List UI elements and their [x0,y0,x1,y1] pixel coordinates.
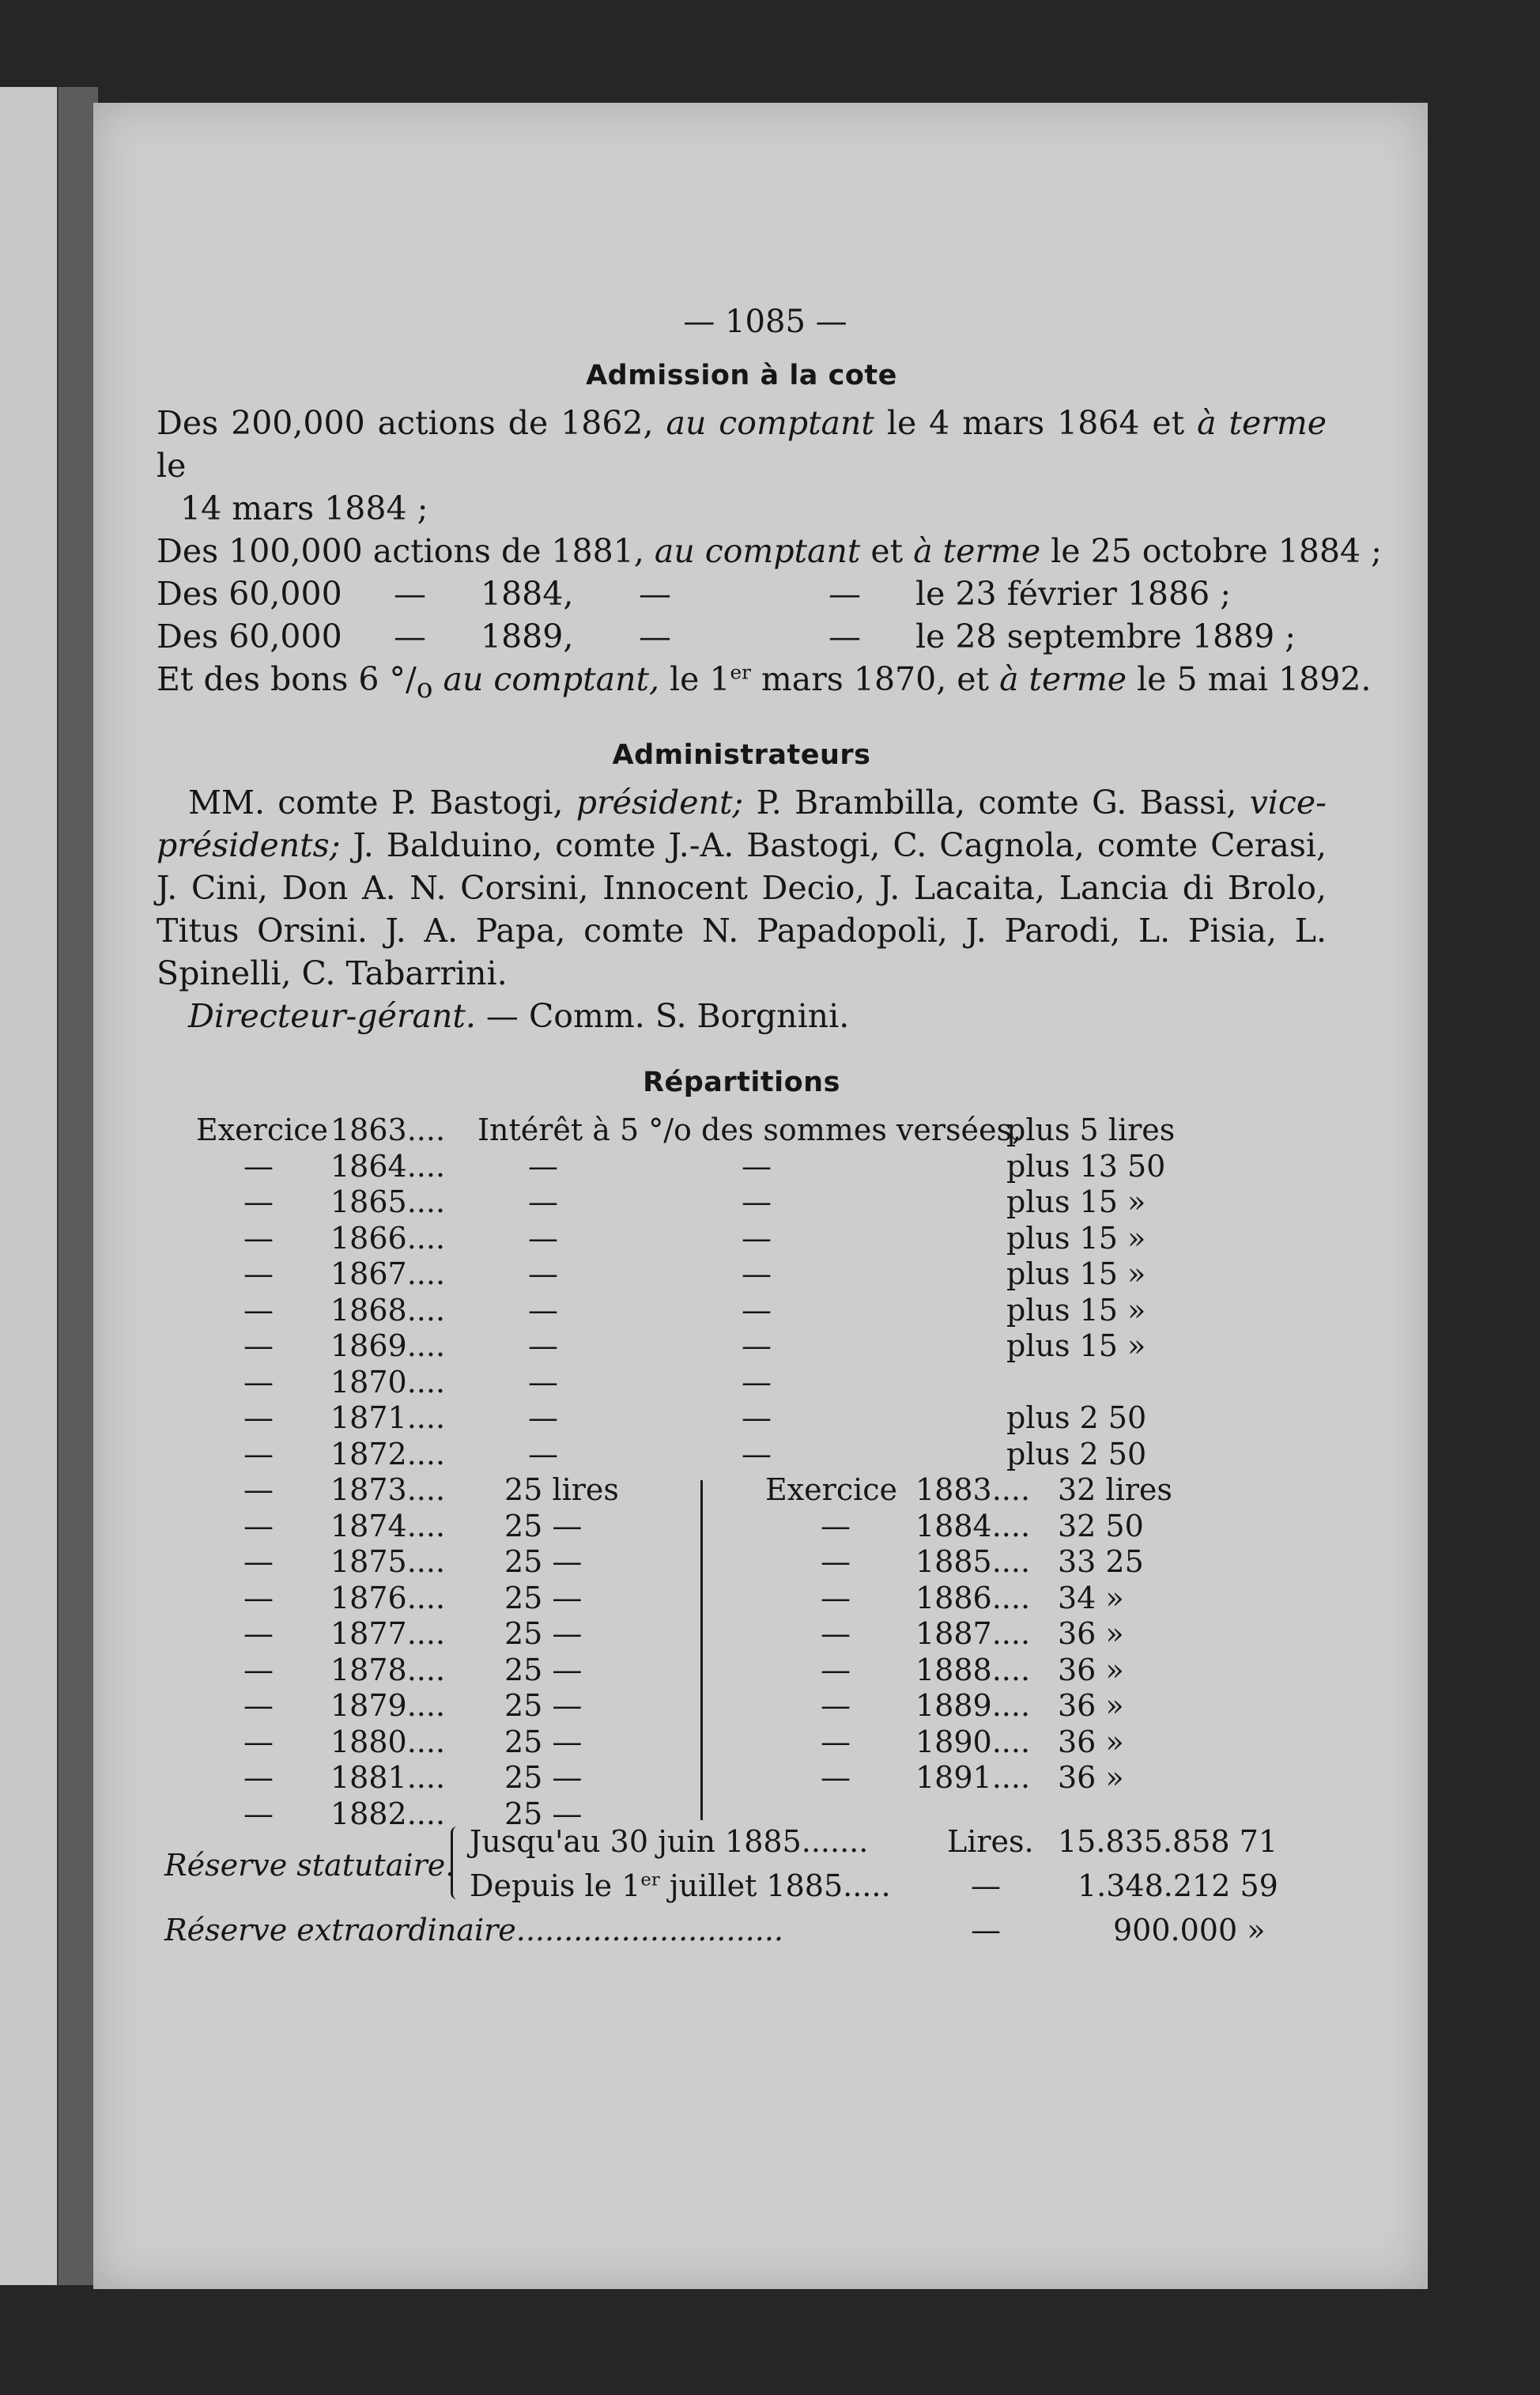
rep-amount: plus 13 50 [1006,1148,1166,1184]
rep-year: 1865.... [330,1184,446,1220]
rep-amount: 36 » [1058,1760,1124,1796]
admin-text: J. Balduino, comte J.-A. Bastogi, C. Cagnola, comte Cerasi, J. Cini, Don A. N. Corsini, Innocent Decio, J. Lacaita, Lancia di Brolo, Titus Orsini. J. A. Papa, comte N. Papadopoli, J. Parodi, L. Pisia, L. Spinelli, C. Tabarrini. [157,826,1327,993]
admission-text: o [416,673,433,705]
rep-ditto: — [243,1544,274,1580]
admission-text: le [157,447,187,485]
admission-text [432,660,443,698]
rep-ditto: — [243,1580,274,1615]
admin-italic: président; [576,784,744,822]
admission-cell: — [829,618,861,655]
reserve-extraordinaire-label: Réserve extraordinaire............................ [164,1913,783,1948]
admission-cell: Des 60,000 [157,575,342,613]
rep-amount: 36 » [1058,1616,1124,1652]
rep-amount: 25 — [504,1760,583,1796]
admission-cell: — [639,618,671,655]
rep-year: 1870.... [330,1364,446,1400]
administrateurs-section [157,781,1327,1037]
rep-amount: 32 lires [1058,1472,1172,1508]
rep-year: 1887.... [915,1616,1031,1652]
admission-cell: le 23 février 1886 ; [915,575,1232,613]
rep-ditto: — [243,1616,274,1652]
rep-ditto: — [528,1148,558,1184]
rep-year: 1876.... [330,1580,446,1615]
rep-ditto: — [243,1760,274,1796]
admission-cell: 1889, [481,618,574,655]
admission-row-1 [157,530,1382,572]
admission-text: et [860,532,914,570]
rep-year: 1867.... [330,1256,446,1292]
admission-cell: Des 60,000 [157,618,342,655]
book-gutter [59,87,98,2285]
reserve-line-2-amount: 1.348.212 59 [1078,1868,1278,1904]
rep-year: 1873.... [330,1472,446,1508]
rep-year: 1872.... [330,1436,446,1471]
admission-italic: au comptant [654,532,861,570]
rep-ditto: — [243,1472,274,1508]
rep-ditto: — [742,1292,772,1328]
reserve-line-2 [470,1864,891,1907]
rep-exercice-label: Exercice [196,1113,329,1148]
admission-bons [157,658,1372,710]
rep-amount: plus 2 50 [1006,1400,1147,1436]
rep-ditto: — [243,1724,274,1759]
rep-amount: 25 — [504,1688,583,1724]
page-content [157,300,1382,1955]
reserve-statutaire-label: Réserve statutaire. [164,1848,455,1883]
admission-heading: Admission à la cote [586,360,897,391]
rep-amount: 36 » [1058,1688,1124,1724]
directeur-name: — Comm. S. Borgnini. [475,997,850,1036]
rep-amount: 25 — [504,1616,583,1652]
rep-ditto: — [528,1292,558,1328]
rep-ditto: — [821,1508,851,1543]
admission-cell: — [394,618,426,655]
admission-line-1 [157,402,1327,487]
repartitions-table [157,1109,1327,1831]
admission-text: Et des bons 6 °/ [157,660,417,698]
admission-table [157,572,1327,658]
rep-ditto: — [528,1364,558,1400]
rep-amount: plus 2 50 [1006,1436,1147,1471]
rep-year: 1874.... [330,1508,446,1543]
rep-ditto: — [742,1184,772,1220]
rep-ditto: — [528,1436,558,1471]
admission-italic: au comptant [666,404,874,442]
rep-ditto: — [742,1256,772,1292]
brace [451,1826,464,1899]
rep-amount: 25 — [504,1724,583,1759]
rep-amount: plus 15 » [1006,1184,1146,1220]
rep-year: 1863.... [330,1113,446,1148]
admission-italic: à terme [1197,404,1327,442]
reserves-section [157,1820,1327,1955]
reserve-line-2-currency: — [971,1868,1001,1904]
admission-text: er [730,660,751,684]
admission-text: Des 200,000 actions de 1862, [157,404,666,442]
rep-year: 1864.... [330,1148,446,1184]
rep-year: 1869.... [330,1328,446,1364]
rep-year: 1878.... [330,1652,446,1687]
rep-amount: 25 — [504,1652,583,1687]
admission-text: le 25 octobre 1884 ; [1040,532,1382,570]
rep-ditto: — [243,1148,274,1184]
rep-amount: 25 — [504,1508,583,1543]
adjacent-page-edge [0,87,62,2285]
rep-ditto: — [243,1328,274,1364]
admission-text: le 1 [659,660,730,698]
reserve-line-1-amount: 15.835.858 71 [1058,1824,1278,1860]
rep-ditto: — [821,1760,851,1796]
rep-ditto: — [821,1544,851,1580]
rep-year: 1883.... [915,1472,1031,1508]
rep-description: Intérêt à 5 °/o des sommes versées, [477,1113,1022,1148]
rep-amount: plus 15 » [1006,1256,1146,1292]
admission-italic: à terme [999,660,1127,698]
rep-ditto: — [243,1796,274,1831]
admission-line-2: 14 mars 1884 ; [180,489,428,527]
admission-cell: 1884, [481,575,574,613]
admission-text: le 5 mai 1892. [1127,660,1372,698]
repartitions-heading: Répartitions [643,1067,840,1099]
rep-year: 1875.... [330,1544,446,1580]
rep-amount: 25 lires [504,1472,619,1508]
rep-amount: 36 » [1058,1652,1124,1687]
rep-ditto: — [821,1580,851,1615]
rep-year: 1879.... [330,1688,446,1724]
rep-year: 1881.... [330,1760,446,1796]
rep-ditto: — [243,1508,274,1543]
book-page [93,103,1428,2289]
rep-year: 1888.... [915,1652,1031,1687]
admin-text: P. Brambilla, comte G. Bassi, [743,784,1250,822]
rep-year: 1890.... [915,1724,1031,1759]
rep-amount: plus 15 » [1006,1220,1146,1256]
directeur-label: Directeur-gérant. [188,997,476,1036]
page-number: — 1085 — [683,304,847,340]
rep-ditto: — [528,1328,558,1364]
rep-year: 1891.... [915,1760,1031,1796]
admin-text: MM. comte P. Bastogi, [188,784,576,822]
rep-year: 1886.... [915,1580,1031,1615]
rep-ditto: — [243,1292,274,1328]
rep-amount: 33 25 [1058,1544,1144,1580]
reserve-text: er [640,1869,660,1891]
directeur-line [157,995,1327,1037]
rep-ditto: — [742,1400,772,1436]
rep-ditto: — [528,1256,558,1292]
admin-italic: vice-présidents; [157,784,1327,865]
rep-exercice-label: Exercice [765,1472,898,1508]
administrateurs-heading: Administrateurs [612,739,871,772]
rep-amount: 32 50 [1058,1508,1144,1543]
admission-text: mars 1870, et [750,660,1000,698]
rep-amount: plus 15 » [1006,1292,1146,1328]
reserve-extra-amount: 900.000 » [1113,1913,1266,1948]
rep-ditto: — [528,1184,558,1220]
reserve-line-1: Jusqu'au 30 juin 1885....... [470,1824,869,1860]
rep-ditto: — [528,1400,558,1436]
admission-cell: le 28 septembre 1889 ; [915,618,1297,655]
rep-ditto: — [742,1328,772,1364]
rep-amount: 25 — [504,1796,583,1831]
reserve-text: Depuis le 1 [470,1868,641,1904]
reserve-extra-currency: — [971,1913,1001,1948]
rep-ditto: — [243,1220,274,1256]
rep-amount: 25 — [504,1544,583,1580]
reserve-line-1-currency: Lires. [947,1824,1034,1860]
rep-year: 1866.... [330,1220,446,1256]
rep-amount: plus 15 » [1006,1328,1146,1364]
rep-ditto: — [742,1436,772,1471]
rep-ditto: — [243,1436,274,1471]
rep-ditto: — [243,1400,274,1436]
admission-italic: à terme [913,532,1041,570]
reserve-text: juillet 1885..... [659,1868,891,1904]
rep-year: 1868.... [330,1292,446,1328]
rep-ditto: — [821,1616,851,1652]
rep-ditto: — [821,1688,851,1724]
rep-year: 1882.... [330,1796,446,1831]
admission-italic: au comptant, [443,660,659,698]
rep-amount: plus 5 lires [1006,1113,1176,1148]
admission-section [157,402,1382,710]
rep-ditto: — [742,1364,772,1400]
rep-year: 1889.... [915,1688,1031,1724]
rep-amount: 34 » [1058,1580,1124,1615]
admission-cell: — [639,575,671,613]
admission-cell: — [394,575,426,613]
admission-text: Des 100,000 actions de 1881, [157,532,655,570]
rep-ditto: — [742,1220,772,1256]
rep-ditto: — [742,1148,772,1184]
rep-ditto: — [528,1220,558,1256]
rep-ditto: — [821,1724,851,1759]
rep-ditto: — [243,1688,274,1724]
rep-ditto: — [243,1364,274,1400]
admission-cell: — [829,575,861,613]
admission-text: le 4 mars 1864 et [874,404,1198,442]
administrateurs-list [157,781,1327,995]
rep-ditto: — [243,1652,274,1687]
rep-ditto: — [243,1184,274,1220]
rep-amount: 36 » [1058,1724,1124,1759]
rep-ditto: — [821,1652,851,1687]
rep-year: 1871.... [330,1400,446,1436]
rep-ditto: — [243,1256,274,1292]
rep-year: 1885.... [915,1544,1031,1580]
rep-year: 1877.... [330,1616,446,1652]
column-divider [700,1480,703,1820]
rep-amount: 25 — [504,1580,583,1615]
rep-year: 1884.... [915,1508,1031,1543]
rep-year: 1880.... [330,1724,446,1759]
